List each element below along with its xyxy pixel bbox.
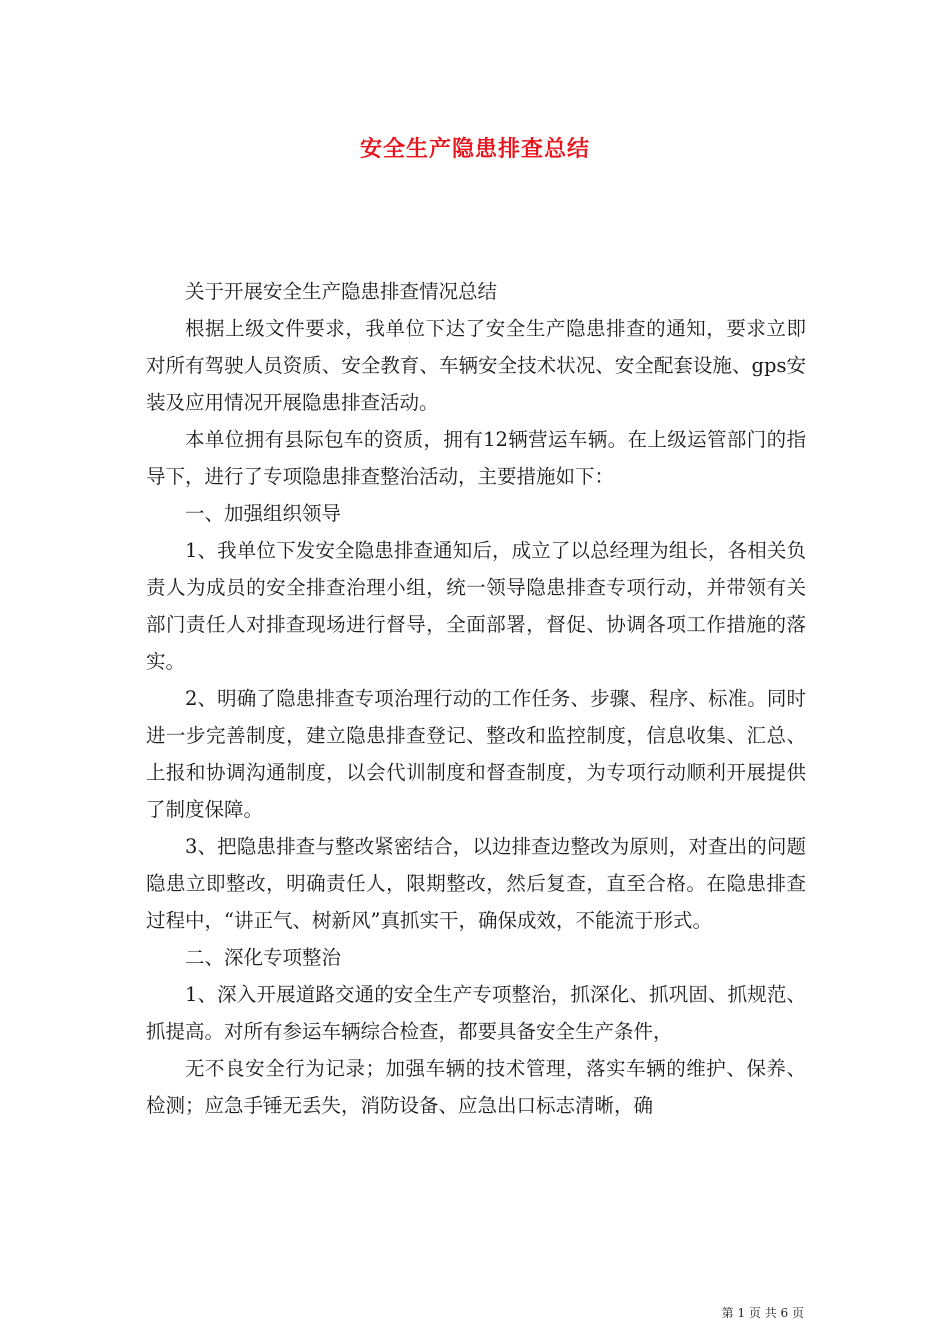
paragraph: 1、深入开展道路交通的安全生产专项整治，抓深化、抓巩固、抓规范、抓提高。对所有参运车辆综合检查，都要具备安全生产条件， (146, 983, 806, 1043)
paragraph: 3、把隐患排查与整改紧密结合，以边排查边整改为原则，对查出的问题隐患立即整改，明确责任人，限期整改，然后复查，直至合格。在隐患排查过程中，“讲正气、树新风”真抓实干，确保成效，不能流于形式。 (146, 835, 806, 932)
paragraph: 无不良安全行为记录；加强车辆的技术管理，落实车辆的维护、保养、检测；应急手锤无丢失，消防设备、应急出口标志清晰，确 (146, 1057, 806, 1117)
paragraph-heading: 关于开展安全生产隐患排查情况总结 (185, 280, 498, 303)
paragraph: 根据上级文件要求，我单位下达了安全生产隐患排查的通知，要求立即对所有驾驶人员资质、安全教育、车辆安全技术状况、安全配套设施、gps安装及应用情况开展隐患排查活动。 (146, 317, 806, 414)
section-heading: 二、深化专项整治 (185, 946, 342, 969)
paragraph: 1、我单位下发安全隐患排查通知后，成立了以总经理为组长，各相关负责人为成员的安全排查治理小组，统一领导隐患排查专项行动，并带领有关部门责任人对排查现场进行督导，全面部署，督促、协调各项工作措施的落实。 (146, 539, 806, 673)
page-title: 安全生产隐患排查总结 (359, 137, 590, 162)
section-heading: 一、加强组织领导 (185, 502, 342, 525)
document-body (146, 273, 806, 1124)
page-number: 第 1 页 共 6 页 (721, 1306, 804, 1320)
paragraph: 本单位拥有县际包车的资质，拥有12辆营运车辆。在上级运管部门的指导下，进行了专项隐患排查整治活动，主要措施如下： (146, 428, 806, 488)
paragraph: 2、明确了隐患排查专项治理行动的工作任务、步骤、程序、标准。同时进一步完善制度，建立隐患排查登记、整改和监控制度，信息收集、汇总、上报和协调沟通制度，以会代训制度和督查制度，为专项行动顺利开展提供了制度保障。 (146, 687, 806, 821)
